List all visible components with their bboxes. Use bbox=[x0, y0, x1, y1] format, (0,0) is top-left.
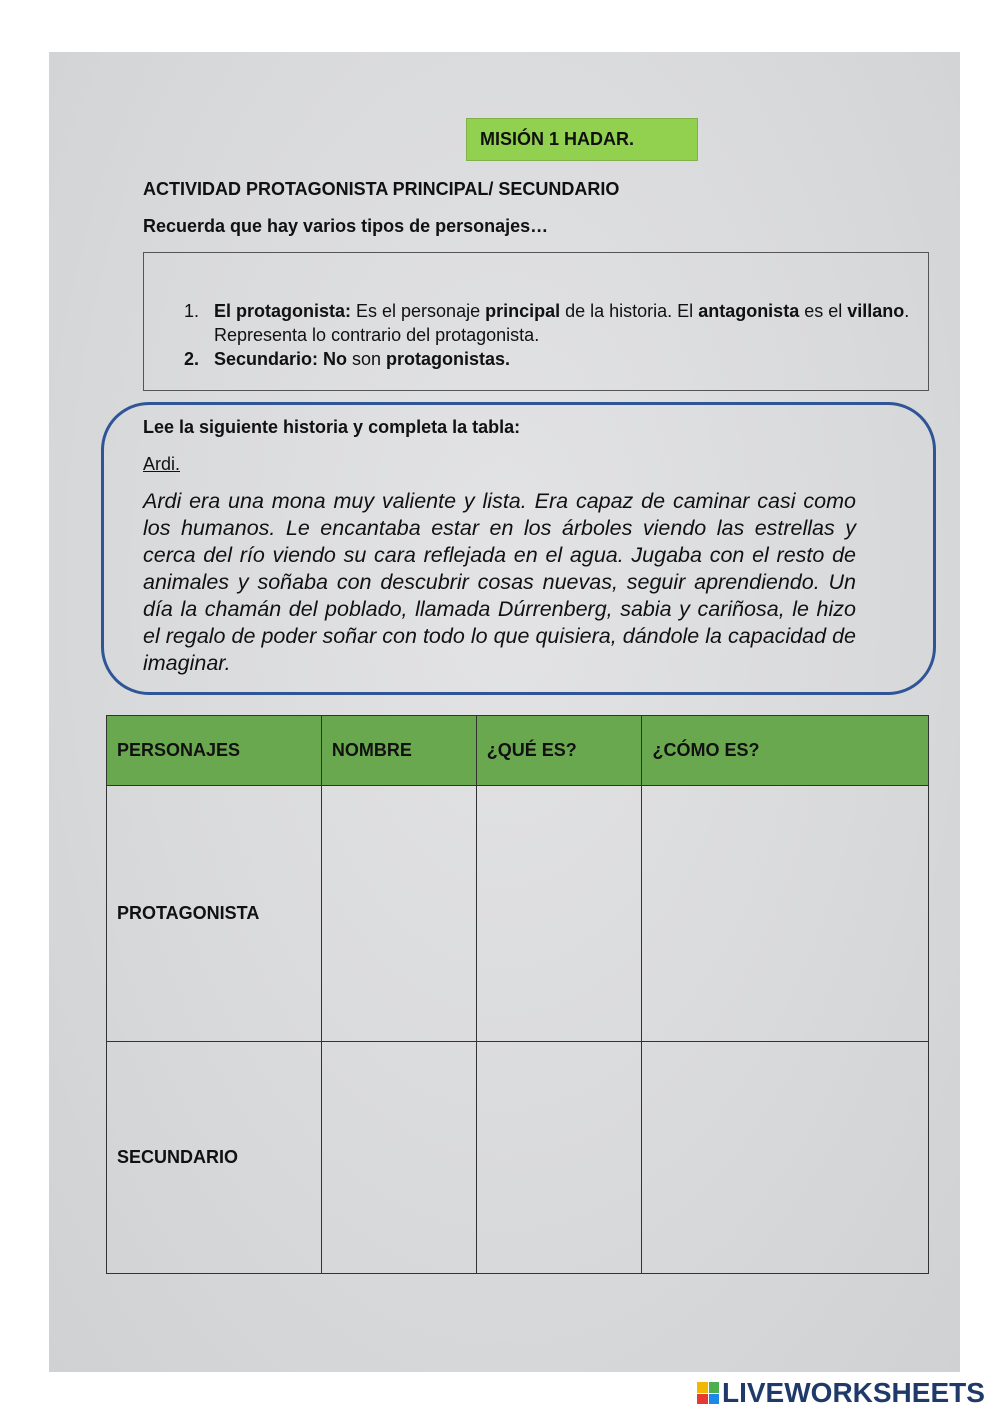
definitions-list bbox=[184, 299, 924, 371]
definition-item-secondary bbox=[184, 347, 924, 371]
term-protagonist: El protagonista: bbox=[214, 301, 352, 321]
cell-que-es[interactable] bbox=[476, 1042, 642, 1274]
header-personajes: PERSONAJES bbox=[107, 716, 322, 786]
definition-bold: protagonistas. bbox=[386, 349, 511, 369]
table-row bbox=[107, 786, 929, 1042]
definition-bold: antagonista bbox=[698, 301, 800, 321]
story-text: Ardi era una mona muy valiente y lista. Era capaz de caminar casi como los humanos. Le encantaba estar en los árboles viendo las estrellas y cerca del río viendo su cara reflejada en el agua. Jugaba con el resto de animales y soñaba con descubrir cosas nuevas, seguir aprendiendo. Un día la chamán del poblado, llamada Dúrrenberg, sabia y cariñosa, le hizo el regalo de poder soñar con todo lo que quisiera, dándole la capacidad de imaginar. bbox=[143, 489, 856, 675]
definition-text: es el bbox=[799, 301, 848, 321]
header-que-es: ¿QUÉ ES? bbox=[476, 716, 642, 786]
liveworksheets-logo-icon bbox=[697, 1382, 719, 1404]
header-nombre: NOMBRE bbox=[321, 716, 476, 786]
list-number: 1. bbox=[184, 301, 200, 321]
story-instruction: Lee la siguiente historia y completa la tabla: bbox=[143, 417, 521, 437]
header-como-es: ¿CÓMO ES? bbox=[642, 716, 929, 786]
term-secondary: Secundario: No bbox=[214, 349, 348, 369]
list-number: 2. bbox=[184, 349, 200, 369]
definition-text: son bbox=[347, 349, 387, 369]
row-label-secondary: SECUNDARIO bbox=[107, 1042, 322, 1274]
definitions-box bbox=[143, 252, 929, 391]
definition-text: . Representa lo contrario del protagonista. bbox=[214, 301, 910, 345]
definition-bold: villano bbox=[847, 301, 905, 321]
mission-title: MISIÓN 1 HADAR. bbox=[466, 118, 698, 161]
cell-como-es[interactable] bbox=[642, 786, 929, 1042]
liveworksheets-watermark bbox=[697, 1377, 985, 1409]
definition-text: de la historia. El bbox=[560, 301, 699, 321]
row-label-protagonist: PROTAGONISTA bbox=[107, 786, 322, 1042]
table-header-row bbox=[107, 716, 929, 786]
definition-bold: principal bbox=[485, 301, 561, 321]
cell-como-es[interactable] bbox=[642, 1042, 929, 1274]
definition-item-protagonist bbox=[184, 299, 924, 347]
watermark-text: LIVEWORKSHEETS bbox=[722, 1377, 985, 1408]
cell-nombre[interactable] bbox=[321, 1042, 476, 1274]
definition-text: Es el personaje bbox=[351, 301, 486, 321]
cell-que-es[interactable] bbox=[476, 786, 642, 1042]
cell-nombre[interactable] bbox=[321, 786, 476, 1042]
story-title: Ardi. bbox=[143, 454, 181, 474]
characters-table bbox=[106, 715, 929, 1274]
reminder-heading: Recuerda que hay varios tipos de personajes… bbox=[143, 216, 549, 236]
activity-heading: ACTIVIDAD PROTAGONISTA PRINCIPAL/ SECUNDARIO bbox=[143, 179, 620, 199]
table-row bbox=[107, 1042, 929, 1274]
